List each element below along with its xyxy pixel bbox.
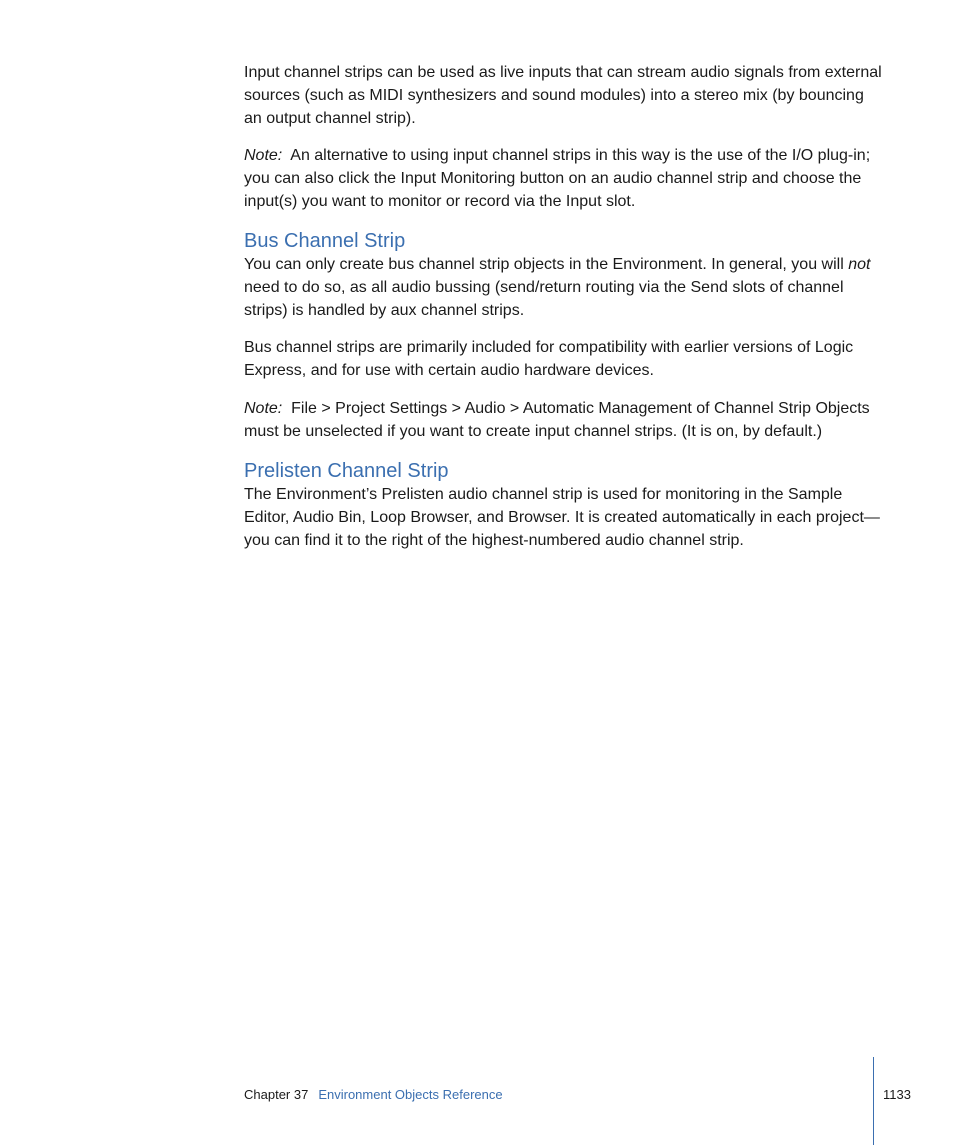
note-text: File > Project Settings > Audio > Automatic Management of Channel Strip Objects must be unselected if you want to create input channel strips. (It is on, by default.)	[244, 400, 870, 440]
note-paragraph-io-plugin	[244, 144, 884, 213]
bus-paragraph-1-end: need to do so, as all audio bussing (send/return routing via the Send slots of channel strips) is handled by aux channel strips.	[244, 279, 844, 319]
section-heading-prelisten-channel-strip: Prelisten Channel Strip	[244, 460, 449, 482]
section-heading-bus-channel-strip: Bus Channel Strip	[244, 230, 406, 252]
bus-paragraph-1-emphasis: not	[848, 256, 871, 273]
note-text: An alternative to using input channel strips in this way is the use of the I/O plug-in; you can also click the Input Monitoring button on an audio channel strip and choose the input(s) you want to monitor or record via the Input slot.	[244, 147, 871, 210]
bus-paragraph-2: Bus channel strips are primarily included for compatibility with earlier versions of Logic Express, and for use with certain audio hardware devices.	[244, 339, 854, 379]
note-label: Note:	[244, 400, 283, 417]
footer-chapter-title: Environment Objects Reference	[318, 1087, 503, 1102]
footer-chapter-number: Chapter 37	[244, 1087, 309, 1102]
note-label: Note:	[244, 147, 283, 164]
bus-paragraph-1-start: You can only create bus channel strip objects in the Environment. In general, you will	[244, 256, 844, 273]
note-paragraph-project-settings	[244, 397, 884, 443]
bus-paragraph-1	[244, 253, 884, 322]
page-number: 1133	[883, 1087, 911, 1102]
page-footer	[244, 1086, 503, 1104]
intro-paragraph: Input channel strips can be used as live inputs that can stream audio signals from external sources (such as MIDI synthesizers and sound modules) into a stereo mix (by bouncing an output channel strip).	[244, 64, 882, 127]
page-body	[244, 61, 884, 552]
prelisten-paragraph: The Environment’s Prelisten audio channel strip is used for monitoring in the Sample Editor, Audio Bin, Loop Browser, and Browser. It is created automatically in each project—you can find it to the right of the highest-numbered audio channel strip.	[244, 486, 880, 549]
footer-divider	[873, 1057, 874, 1145]
